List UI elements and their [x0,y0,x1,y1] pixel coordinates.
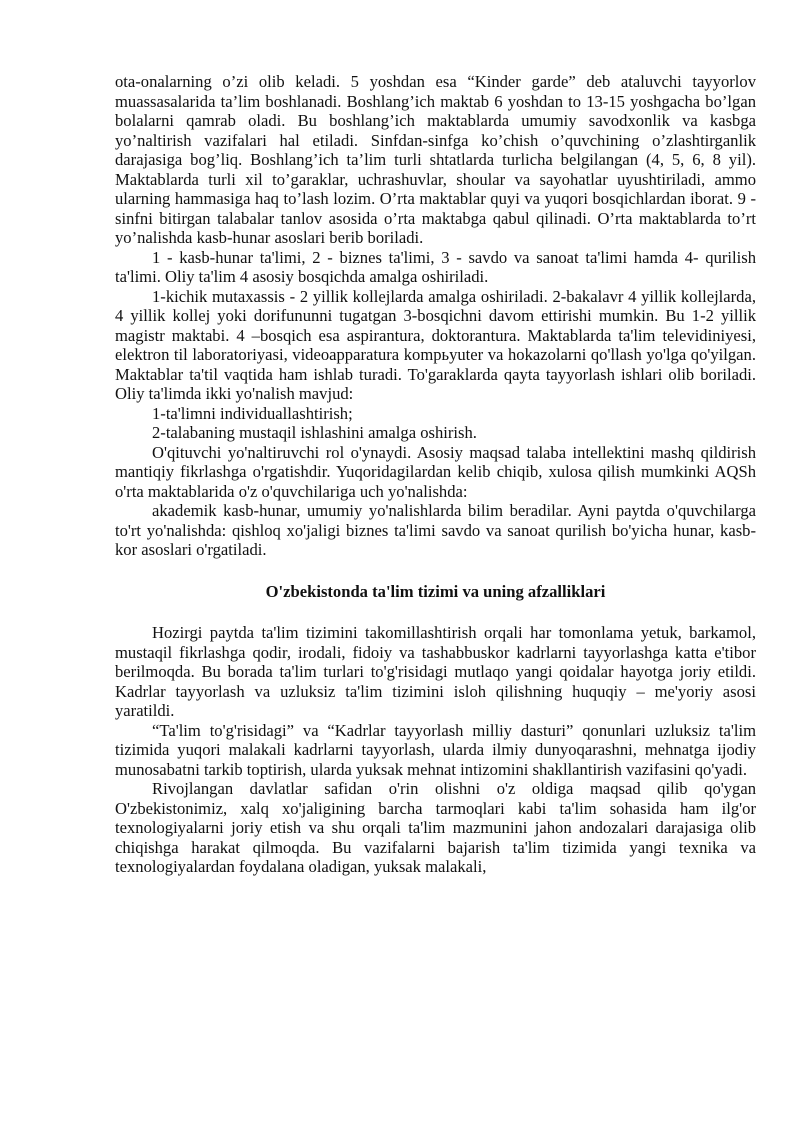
paragraph-8: Hozirgi paytda ta'lim tizimini takomillashtirish orqali har tomonlama yetuk, barkamol, mustaqil fikrlashga qodir, irodali, fidoiy va tashabbuskor kadrlarni tayyorlashga katta e'tibor berilmoqda. Bu borada ta'lim turlari to'g'risidagi mutlaqo yangi qoidalar hayotga joriy etildi. Kadrlar tayyorlash va uzluksiz ta'lim tizimini isloh qilishning huquqiy – me'yoriy asosi yaratildi. [115,623,756,720]
paragraph-6: O'qituvchi yo'naltiruvchi rol o'ynaydi. Asosiy maqsad talaba intellektini mashq qildirish mantiqiy fikrlashga o'rgatishdir. Yuqoridagilardan kelib chiqib, xulosa qilish mumkinki AQSh o'rta maktablarida o'z o'quvchilariga uch yo'nalishda: [115,442,756,501]
paragraph-7: akademik kasb-hunar, umumiy yo'nalishlarda bilim beradilar. Ayni paytda o'quvchilarga to'rt yo'nalishda: qishloq xo'jaligi biznes ta'limi savdo va sanoat qurilish bo'yicha hunar, kasb-kor asoslari o'rgatiladi. [115,501,756,559]
document-page [115,72,756,877]
paragraph-9: “Ta'lim to'g'risidagi” va “Kadrlar tayyorlash milliy dasturi” qonunlari uzluksiz ta'lim tizimida yuqori malakali kadrlarni tayyorlash, ularda ilmiy dunyoqarashni, mehnatga ijodiy munosabatni tarkib toptirish, ularda yuksak mehnat intizomini shakllantirish vazifasini qo'yadi. [115,720,756,779]
section-heading: O'zbekistonda ta'lim tizimi va uning afzalliklari [265,581,606,601]
paragraph-10: Rivojlangan davlatlar safidan o'rin olishni o'z oldiga maqsad qilib qo'ygan O'zbekistonimiz, xalq xo'jaligining barcha tarmoqlari kabi ta'lim sohasida ham ilg'or texnologiyalarni joriy etish va shu orqali ta'lim mazmunini jahon andozalari darajasiga olib chiqishga harakat qilmoqda. Bu vazifalarni bajarish ta'lim tizimida yangi texnika va texnologiyalardan foydalana oladigan, yuksak malakali, [115,779,756,876]
paragraph-1: ota-onalarning o’zi olib keladi. 5 yoshdan esa “Kinder garde” deb ataluvchi tayyorlov muassasalarida ta’lim boshlanadi. Boshlang’ich maktab 6 yoshdan to 13-15 yoshgacha bo’lgan bolalarni qamrab oladi. Bu boshlang’ich maktablarda umumiy savodxonlik va kasbga yo’naltirish vazifalari hal etiladi. Sinfdan-sinfga ko’chish o’quvchining o’zlashtirganlik darajasiga bog’liq. Boshlang’ich ta’lim turli shtatlarda turlicha belgilangan (4, 5, 6, 8 yil). Maktablarda turli xil to’garaklar, uchrashuvlar, shoular va sayohatlar uyushtiriladi, ammo ularning hammasiga haq to’lash lozim. O’rta maktablar quyi va yuqori bosqichlardan iborat. 9 - sinfni bitirgan talabalar tanlov asosida o’rta maktabga qabul qilinadi. O’rta maktablarda to’rt yo’nalishda kasb-hunar asoslari berib boriladi. [115,72,756,247]
paragraph-4: 1-ta'limni individuallashtirish; [152,403,353,423]
paragraph-2: 1 - kasb-hunar ta'limi, 2 - biznes ta'limi, 3 - savdo va sanoat ta'limi hamda 4- qurilish ta'limi. Oliy ta'lim 4 asosiy bosqichda amalga oshiriladi. [115,247,756,286]
paragraph-3: 1-kichik mutaxassis - 2 yillik kollejlarda amalga oshiriladi. 2-bakalavr 4 yillik kollejlarda, 4 yillik kollej yoki dorifununni tugatgan 3-bosqichni davom ettirishi mumkin. Bu 1-2 yillik magistr maktabi. 4 –bosqich esa aspirantura, doktorantura. Maktablarda ta'lim televidiniyesi, elektron til laboratoriyasi, videoapparatura kompьyuter va hokazolarni qo'llash yo'lga qo'yilgan. Maktablar ta'til vaqtida ham ishlab turadi. To'garaklarda qayta tayyorlash ishlari olib boriladi. Oliy ta'limda ikki yo'nalish mavjud: [115,286,756,403]
paragraph-5: 2-talabaning mustaqil ishlashini amalga oshirish. [152,423,477,442]
